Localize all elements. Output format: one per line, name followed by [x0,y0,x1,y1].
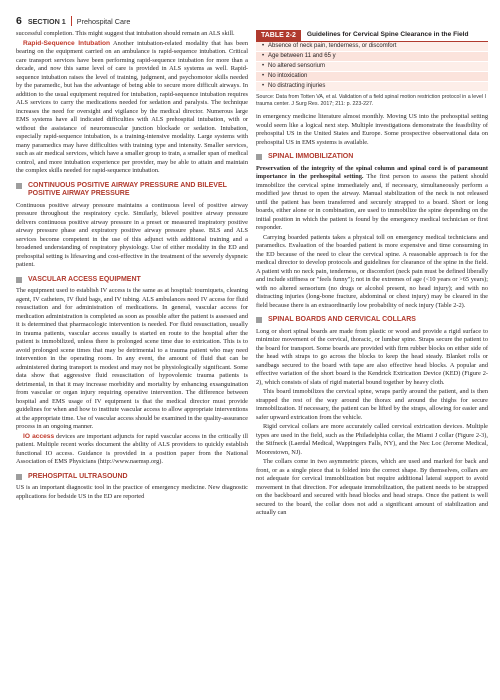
table-row: • Age between 11 and 65 y [256,52,488,62]
table-2-2 [256,30,488,107]
table-body [256,42,488,92]
section-marker-icon [256,317,262,323]
paragraph: Carrying boarded patients takes a physical toll on emergency medical technicians and paramedics. Evaluation of the boarded patient is more expensive and time consuming in the ED because of the need to clear the cervical spine. A reasonable approach is for the medical director to develop protocols and guidelines for clearance of the spine in the field. A patient with no neck pain, tenderness, or discomfort (neck pain must be defined liberally and include stiffness or "feels funny"); not in the extremes of age (<10 years or >65 years); with no altered sensorium (no drugs or alcohol present, no head injury); and with no distracting injuries (long-bone fracture, abdominal or chest injury) may be cleared in the field because there is an extraordinarily low probability of neck injury (Table 2-2). [256,233,488,309]
section-marker-icon [16,474,22,480]
paragraph-rsi: Rapid-Sequence Intubation Another intubation-related modality that has been bearing on the equipment carried on an ambulance is rapid-sequence intubation. Critical care transport services have been performing rapid-sequence intubation for more than a decade, and now this same level of care is provided in ALS systems as well. Rapid-sequence intubation raises the level of training, judgment, and psychomotor skills needed by the paramedic, but has the advantage of being able to secure more difficult airways. In addition to the usual equipment required for intubation, rapid-sequence intubation requires ALS services to carry the medications needed for sedation and paralysis. The technique increases the need for oversight and vigilance by the medical director. Numerous large EMS systems have all indicated difficulties with ALS prehospital intubation, with or without the assistance of neuromuscular junction blockade or sedation. Intubation, especially rapid-sequence intubation, is a training-intensive modality. Large systems with many paramedics may have difficulties with training type and intensity. Smaller services, such as air medical services, which have a smaller group to train, a smaller span of medical control, and more intubation experience per provider, may be able to attain and maintain the complex skills needed for rapid-sequence intubation. [16,39,249,174]
paragraph: Long or short spinal boards are made from plastic or wood and provide a rigid surface to minimize movement of the cervical, thoracic, or lumbar spine. Straps secure the patient to the board for transport. Some boards are provided with firm rubber blocks on either side of the head with straps to go across the blocks to keep the head steady. Blanket rolls or sandbags secured to the board with tape are also effective head blocks. A popular and effective variation of the short board is the Kendrick Extrication Device (KED) (Figure 2-2), which consists of slats of rigid material bound together by heavy cloth. [256,327,488,386]
section-label: SECTION 1 [27,16,66,26]
paragraph-io: IO access devices are important adjuncts for rapid vascular access in the critically ill patient. Multiple recent works document the ability of ALS providers to quickly establish functional IO access. Guidance is provided in a position paper from the National Association of EMS Physicians (http://www.naemsp.org). [16,432,249,466]
paragraph: Rigid cervical collars are more accurately called cervical extrication devices. Multiple types are used in the field, such as the Philadelphia collar, the Miami J collar (Figure 2-3), the Stifneck (Laerdal Medical, Wappingers Falls, NY), and the Nec Loc (Jerome Medical, Moorestown, NJ). [256,423,488,456]
paragraph: The collars come in two asymmetric pieces, which are used and marked for back and front, or as a single piece that is folded into the correct shape. By themselves, collars are not adequate for cervical immobilization but require additional lateral support to avoid movement in that direction. For adequate immobilization, the patient needs to be strapped on the backboard and secured with head blocks and head straps. Once the patient is well secured to the board, the collar does not add a significant amount of stabilization and actually can [256,458,488,517]
table-tag: TABLE 2-2 [256,30,301,41]
section-heading-ultrasound: PREHOSPITAL ULTRASOUND [16,473,248,482]
table-header [256,30,488,42]
table-row: • No distracting injuries [256,82,488,92]
paragraph: The equipment used to establish IV access is the same as at hospital: tourniquets, cleaning agent, IV catheters, IV fluid bags, and IV tubing. ALS ambulances need IV access for fluid resuscitation and for administration of medications. In general, vascular access for medication administration is completed as soon as possible after the patient is assessed and it is determined that pharmacologic intervention is needed. For fluid resuscitation, usually in trauma patients, vascular access usually is started en route to the hospital after the patient is immobilized, unless there is prolonged scene time due to extrication. This is to avoid prolonged scene times that may be detrimental to a trauma patient who may need intervention in the operating room. In any event, the amount of fluid that can be administered during transport is modest and may not be physiologically significant. Some data show that aggressive fluid resuscitation of hypovolemic trauma patients is detrimental, in that it may increase morbidity and mortality by enhancing exsanguination from vascular or organ injury requiring operative intervention. The difference between hospital and EMS usage of IV equipment is that the medical director must provide guidelines for when and how to institute vascular access to allow appropriate interventions at the appropriate time. Use of vascular access should be examined in the quality-assurance process in an ongoing manner. [16,287,248,431]
table-row: • No altered sensorium [256,62,488,72]
left-column [16,30,248,502]
section-marker-icon [16,183,22,189]
page-header [16,14,130,28]
section-heading-cpap: CONTINUOUS POSITIVE AIRWAY PRESSURE AND BILEVEL POSITIVE AIRWAY PRESSURE [16,182,248,199]
paragraph: US is an important diagnostic tool in the practice of emergency medicine. New diagnostic applications for bedside US in the ED are reported [16,484,248,500]
section-marker-icon [16,277,22,283]
section-marker-icon [256,154,262,160]
paragraph: Continuous positive airway pressure maintains a continuous level of positive airway pressure throughout the respiratory cycle. Similarly, bilevel positive airway pressure delivers continuous positive airway pressure in a preset or measured inspiratory positive airway pressure phase and expiratory positive airway pressure phase. BLS and ALS services become competent in the use of this adjunct with additional training and a broadened understanding of respiratory physiology. Use of either modality in the ED and prehospital setting is lifesaving and cost-effective in the treatment of the severely dyspneic patient. [16,201,248,269]
right-column [256,30,488,519]
paragraph: in emergency medicine literature almost monthly. Moving US into the prehospital setting would seem like a logical next step. Multiple investigations demonstrate the feasibility of prehospital US in the United States and Europe. Some prospective observational data on prehospital US in EMS systems is available. [256,113,488,146]
section-heading-boards: SPINAL BOARDS AND CERVICAL COLLARS [256,316,488,325]
run-in-heading: IO access [23,432,55,440]
header-divider [71,16,72,26]
paragraph: This board immobilizes the cervical spine, wraps partly around the patient, and is then strapped the rest of the way around the thorax and around the thighs for secure immobilization. If necessary, the patient can be lifted by the straps, allowing for easier and safer upward extrication from the vehicle. [256,388,488,421]
section-heading-spinal: SPINAL IMMOBILIZATION [256,153,488,162]
section-title: Prehospital Care [76,16,131,26]
table-row: • Absence of neck pain, tenderness, or discomfort [256,42,488,52]
table-source: Source: Data from Totten VA, et al. Validation of a field spinal motion restriction protocol in a level I trauma center. J Surg Res. 2017; 211: p. 223-227. [256,94,486,107]
paragraph: Preservation of the integrity of the spinal column and spinal cord is of paramount importance in the prehospital setting. The first person to assess the patient should immobilize the cervical spine immediately and, if necessary, simultaneously perform a modified jaw thrust to open the airway. Manual stabilization of the neck is not released until the patient has been transferred and securely strapped to a board. Short or long boards, either alone or in combination, are used to immobilize the spine depending on the initial position in which the patient is found by the emergency medical technician or first responder. [256,164,488,232]
table-row: • No intoxication [256,72,488,82]
section-heading-vascular: VASCULAR ACCESS EQUIPMENT [16,276,248,285]
run-in-heading: Rapid-Sequence Intubation [23,39,111,47]
table-title: Guidelines for Cervical Spine Clearance in the Field [306,31,469,39]
page-number: 6 [16,15,22,27]
paragraph: successful completion. This might suggest that intubation should remain an ALS skill. [16,30,235,37]
